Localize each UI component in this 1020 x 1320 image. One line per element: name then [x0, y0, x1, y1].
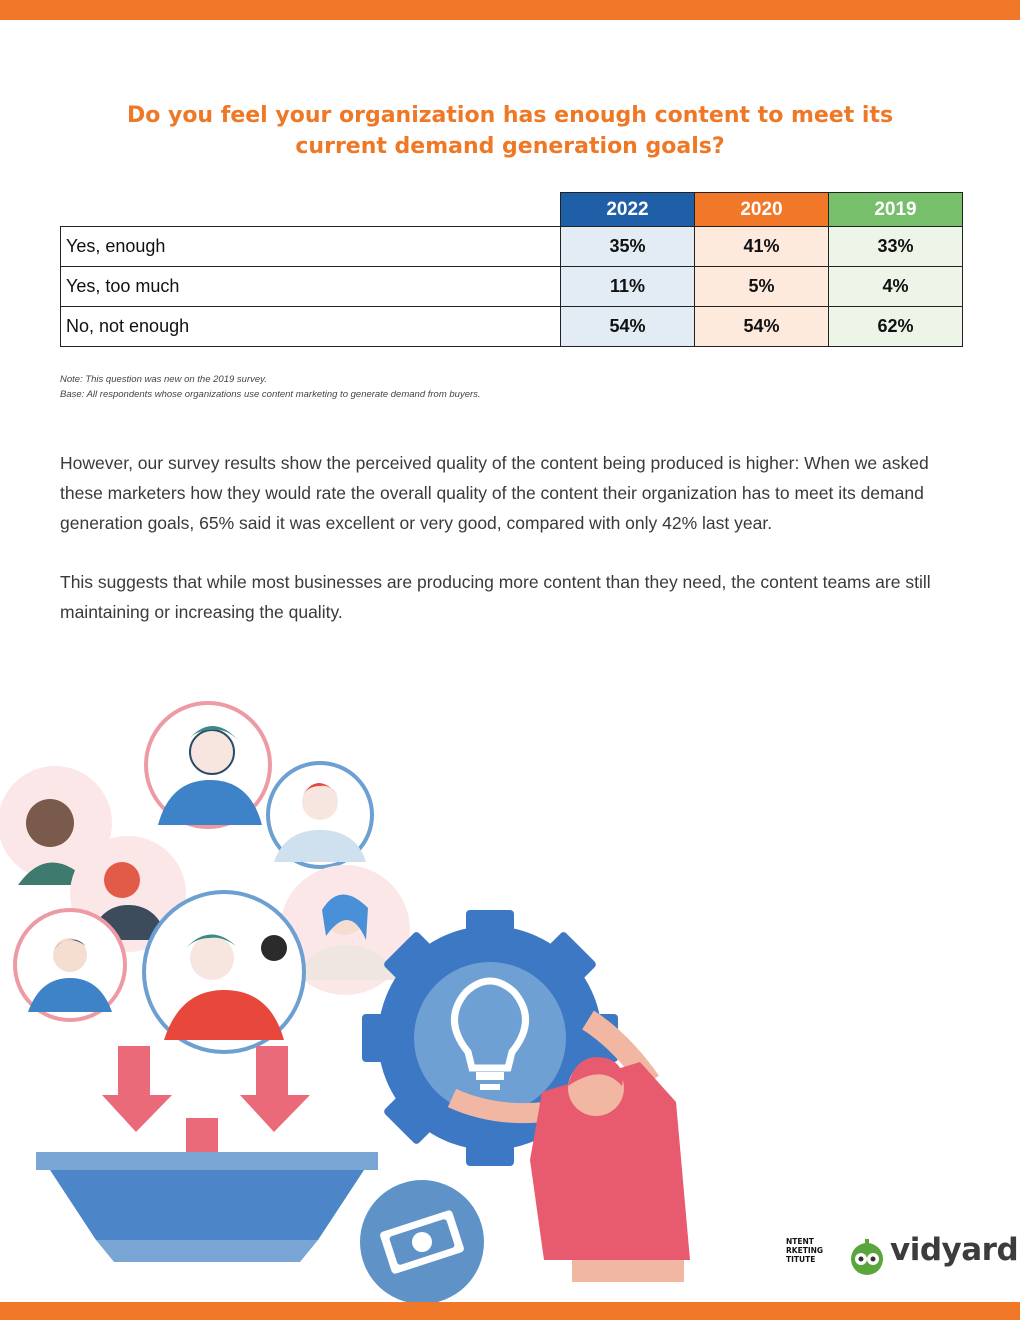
body-copy [60, 448, 970, 656]
table-notes [60, 372, 481, 402]
row-label: No, not enough [61, 307, 561, 347]
column-header-2020: 2020 [695, 193, 829, 227]
table-header-row [61, 193, 963, 227]
note-text: Note: This question was new on the 2019 survey. [60, 374, 267, 385]
row-label: Yes, enough [61, 227, 561, 267]
vidyard-robot-icon [848, 1239, 886, 1277]
column-header-2019: 2019 [829, 193, 963, 227]
title-line-1: Do you feel your organization has enough content to meet its [126, 103, 894, 128]
table-row [61, 227, 963, 267]
bottom-accent-band [0, 1302, 1020, 1320]
title-line-2: current demand generation goals? [295, 134, 725, 159]
funnel [36, 1152, 378, 1262]
cell-value: 35% [561, 227, 695, 267]
cell-value: 54% [695, 307, 829, 347]
people-bubbles [0, 703, 410, 1052]
money-bubble [360, 1180, 484, 1302]
cell-value: 54% [561, 307, 695, 347]
paragraph-2: This suggests that while most businesses are producing more content than they need, the content teams are still maintaining or increasing the quality. [60, 572, 931, 622]
column-header-2022: 2022 [561, 193, 695, 227]
header-blank-cell [61, 193, 561, 227]
row-label: Yes, too much [61, 267, 561, 307]
top-accent-band [0, 0, 1020, 20]
cell-value: 5% [695, 267, 829, 307]
base-text: Base: All respondents whose organizations use content marketing to generate demand from buyers. [60, 389, 481, 400]
table-row [61, 267, 963, 307]
cell-value: 4% [829, 267, 963, 307]
cmi-logo: NTENT RKETING TITUTE [786, 1237, 824, 1264]
survey-table [60, 192, 963, 347]
cell-value: 41% [695, 227, 829, 267]
page-title [60, 100, 960, 162]
cell-value: 62% [829, 307, 963, 347]
paragraph-1: However, our survey results show the perceived quality of the content being produced is higher: When we asked these marketers how they would rate the overall quality of the content their organization has to meet its demand generation goals, 65% said it was excellent or very good, compared with only 42% last year. [60, 453, 929, 533]
vidyard-wordmark: vidyard [890, 1232, 1019, 1268]
table-row [61, 307, 963, 347]
cell-value: 11% [561, 267, 695, 307]
footer-logos [786, 1232, 1019, 1282]
illustration [0, 640, 1020, 1302]
cell-value: 33% [829, 227, 963, 267]
